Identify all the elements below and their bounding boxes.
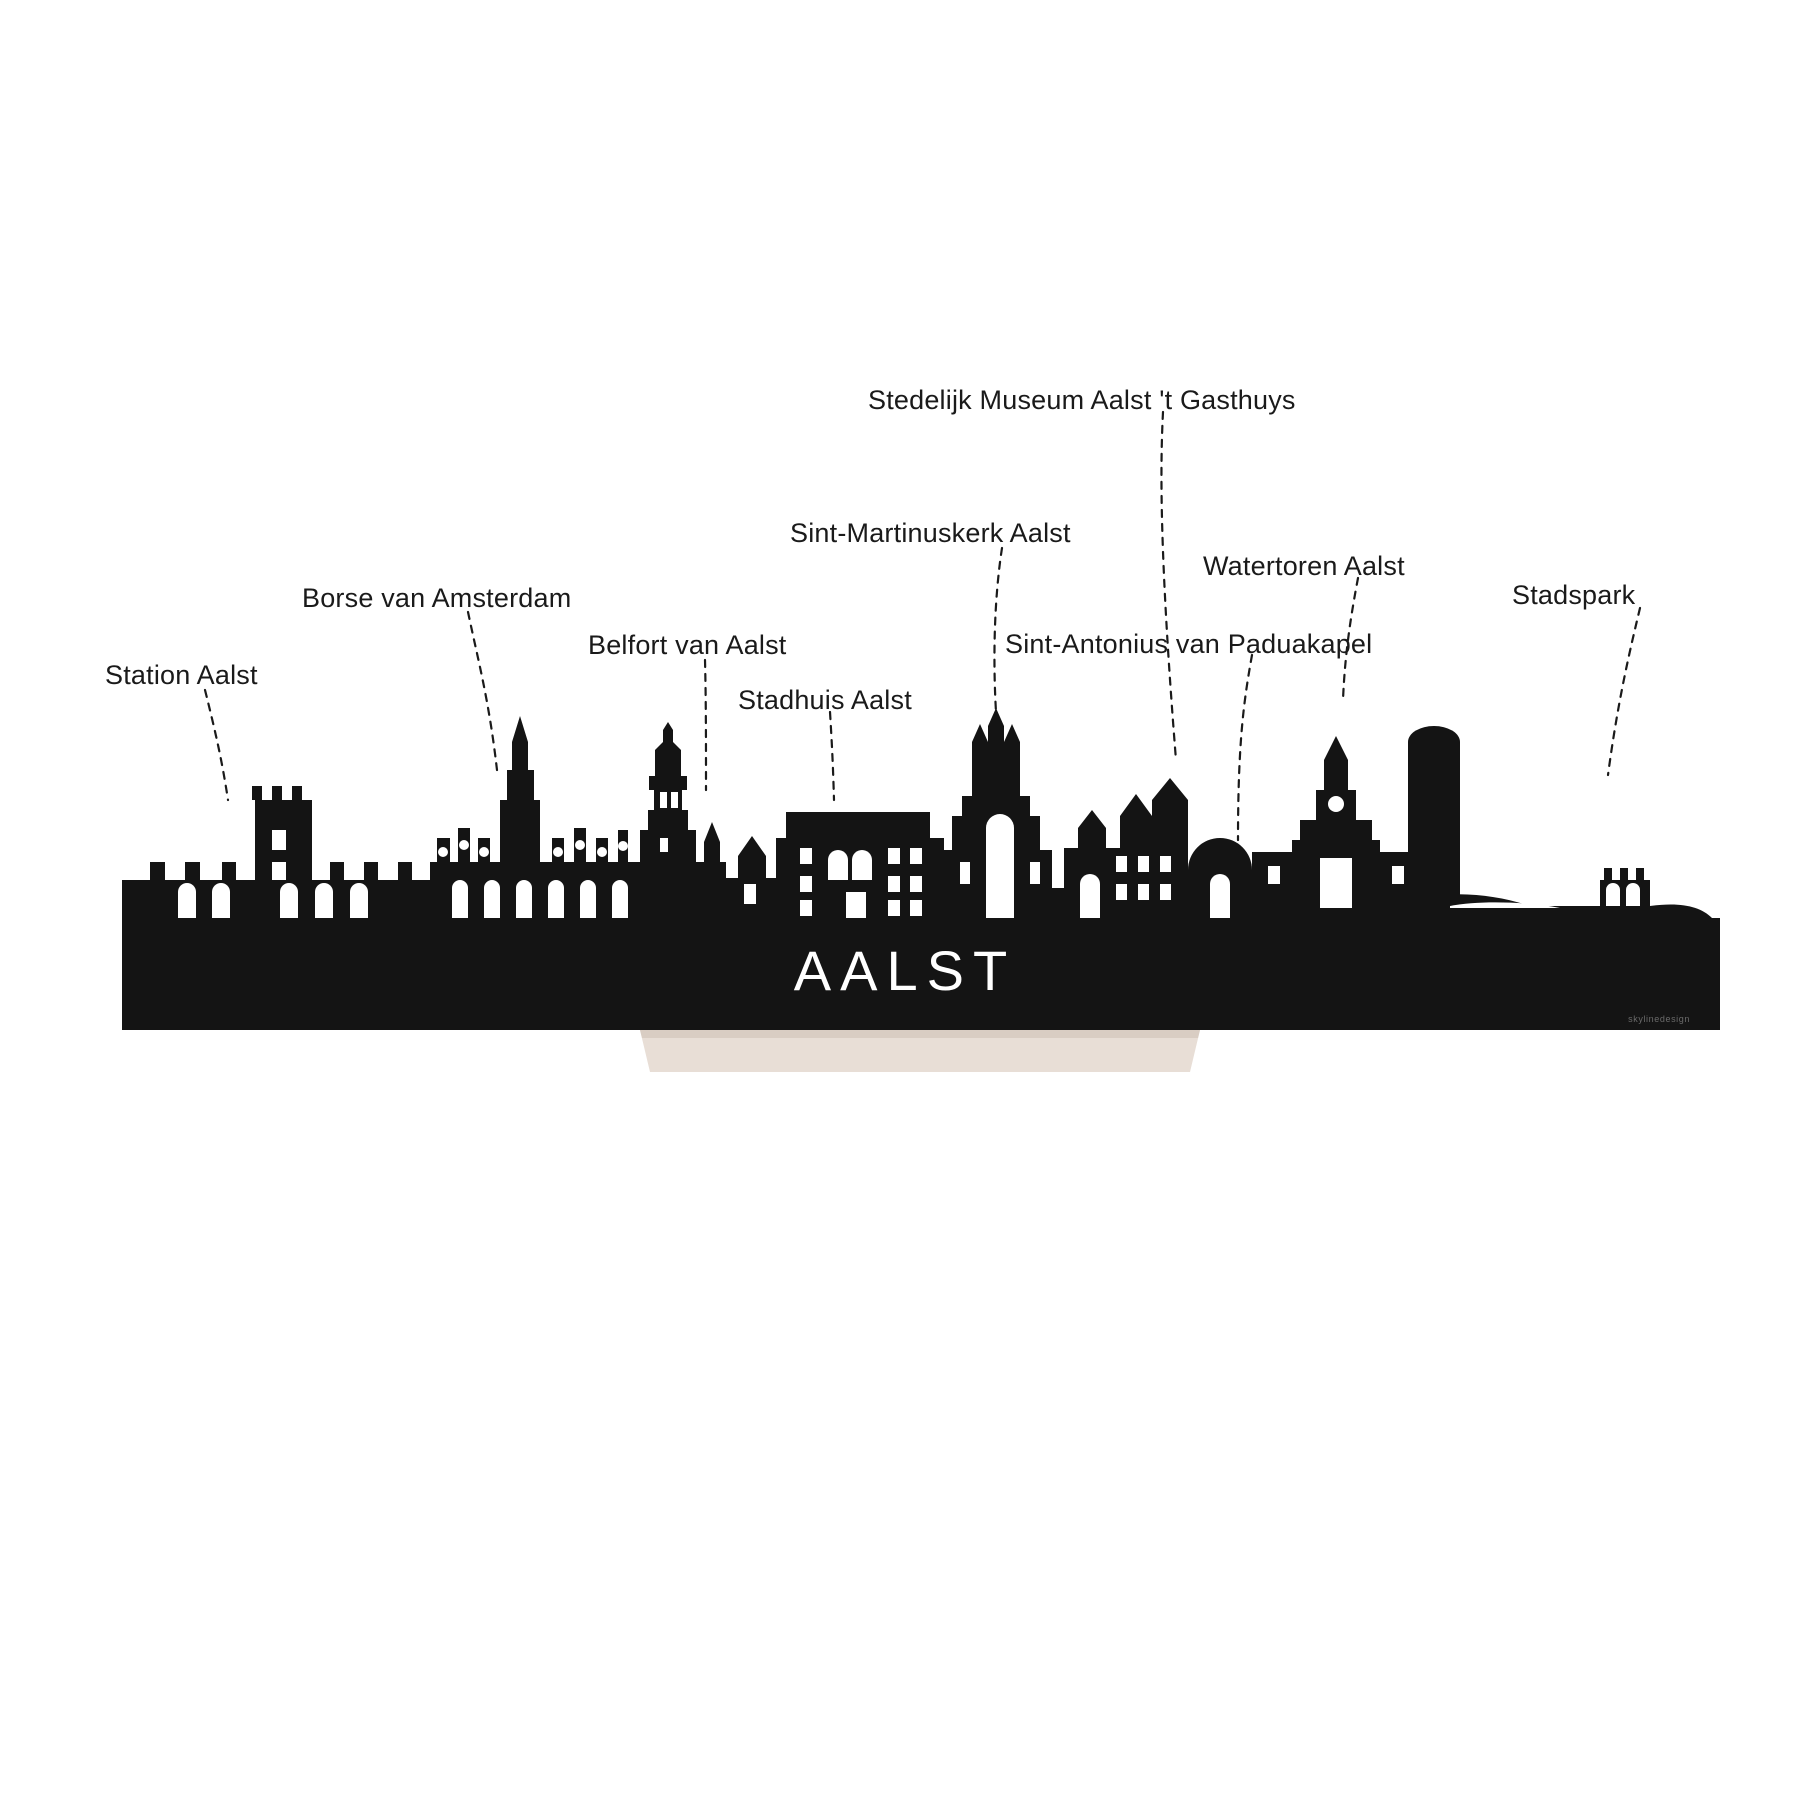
leader-line-stadhuis-aalst bbox=[830, 712, 834, 800]
gabled-house-left-window bbox=[744, 884, 756, 904]
leader-line-sint-antonius-kapel bbox=[1238, 655, 1252, 840]
city-wordmark-text: AALST bbox=[793, 939, 1017, 1002]
annotation-sint-martinuskerk: Sint-Martinuskerk Aalst bbox=[790, 518, 1071, 548]
leader-line-borse-van-amsterdam bbox=[468, 612, 497, 770]
paduakapel-door bbox=[1210, 874, 1230, 918]
leader-line-sint-martinuskerk bbox=[994, 548, 1002, 712]
annotation-stadhuis-aalst: Stadhuis Aalst bbox=[738, 685, 912, 715]
city-silhouette bbox=[122, 708, 1720, 1030]
signature-text: skylinedesign bbox=[1628, 1014, 1690, 1024]
leader-line-station-aalst bbox=[205, 690, 228, 800]
gabled-house-left bbox=[726, 836, 776, 918]
annotation-station-aalst: Station Aalst bbox=[105, 660, 258, 690]
leader-line-belfort-van-aalst bbox=[705, 660, 706, 790]
annotation-stadspark: Stadspark bbox=[1512, 580, 1636, 610]
cylinder-water-tower bbox=[1408, 726, 1460, 918]
annotation-borse-van-amsterdam: Borse van Amsterdam bbox=[302, 583, 572, 613]
annotation-stedelijk-museum: Stedelijk Museum Aalst 't Gasthuys bbox=[868, 385, 1296, 415]
leader-line-stadspark bbox=[1608, 608, 1640, 775]
leader-line-stedelijk-museum bbox=[1161, 412, 1176, 760]
annotation-sint-antonius-kapel: Sint-Antonius van Paduakapel bbox=[1005, 629, 1373, 659]
stadspark-landscape bbox=[1420, 868, 1712, 918]
annotation-watertoren-aalst: Watertoren Aalst bbox=[1203, 551, 1405, 581]
annotation-belfort-van-aalst: Belfort van Aalst bbox=[588, 630, 787, 660]
display-base-shadow bbox=[640, 1030, 1200, 1038]
station-aalst-building bbox=[122, 786, 430, 918]
small-spire-building bbox=[696, 822, 726, 918]
